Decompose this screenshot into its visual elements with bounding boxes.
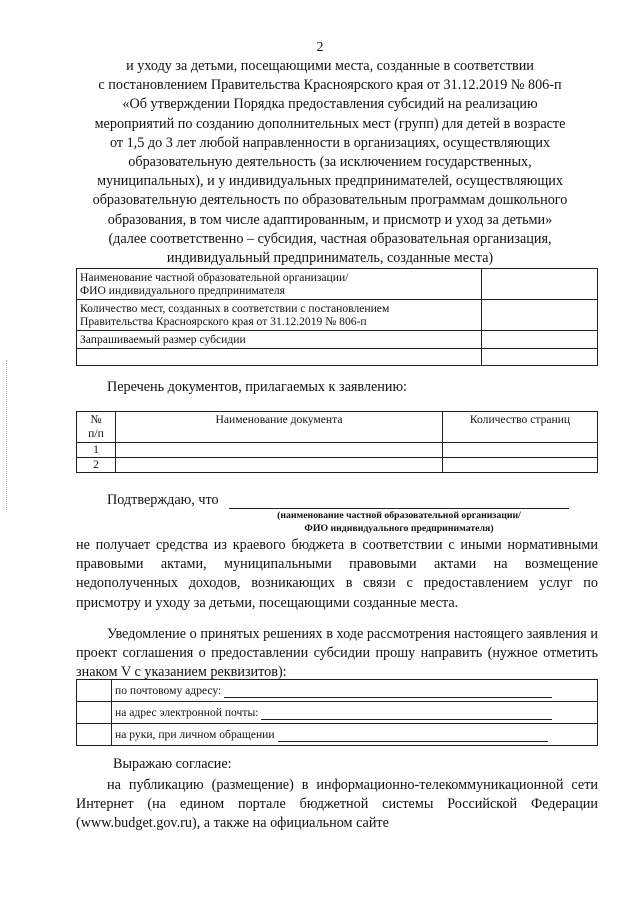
intro-line: муниципальных), и у индивидуальных предпринимателей, осуществляющих	[97, 173, 563, 190]
caption-line: (наименование частной образовательной организации/	[277, 510, 521, 521]
table-row	[77, 349, 598, 366]
option-label: по почтовому адресу:	[115, 684, 222, 697]
intro-line: индивидуальный предприниматель, созданные места)	[166, 250, 494, 267]
table-row	[77, 269, 598, 300]
scan-edge-mark	[6, 360, 8, 510]
in-person-field[interactable]	[278, 730, 548, 742]
places-count-value[interactable]	[482, 300, 598, 331]
option-in-person	[112, 724, 598, 746]
intro-line: с постановлением Правительства Красноярского края от 31.12.2019 № 806-п	[98, 77, 562, 94]
subsidy-amount-label	[77, 331, 482, 349]
applicant-info-table	[76, 268, 598, 366]
header-line: п/п	[88, 427, 104, 440]
option-email	[112, 702, 598, 724]
paragraph-consent: на публикацию (размещение) в информационно-телекоммуникационной сети Интернет (на едином портале бюджетной системы Российской Федерации (www.budget.gov.ru), а также на официальном сайте	[76, 777, 598, 832]
header-line: №	[90, 413, 102, 426]
doc-list-title: Перечень документов, прилагаемых к заявлению:	[107, 379, 408, 395]
intro-line: образовательную деятельность по образовательным программам дошкольного	[92, 192, 568, 209]
caption-line: ФИО индивидуального предпринимателя)	[304, 523, 494, 534]
documents-table	[76, 411, 598, 473]
col-name-header: Наименование документа	[116, 412, 443, 443]
intro-line: (далее соответственно – субсидия, частная образовательная организация,	[108, 230, 552, 247]
confirm-field-caption	[229, 509, 569, 535]
page-number: 2	[316, 40, 324, 55]
table-row	[77, 458, 598, 473]
label-line: Запрашиваемый размер субсидии	[80, 333, 246, 346]
paragraph-no-funding: не получает средства из краевого бюджета в соответствии с иными нормативными правовыми актами, муниципальными правовыми актами на возмещение недополученных доходов, возникающих в связи с предоставлением услуг по присмотру и уходу за детьми, посещающими созданные места.	[76, 537, 598, 611]
intro-line: «Об утверждении Порядка предоставления субсидий на реализацию	[122, 96, 538, 113]
empty-value[interactable]	[482, 349, 598, 366]
postal-address-field[interactable]	[224, 686, 552, 698]
doc-pages-cell[interactable]	[443, 458, 598, 473]
delivery-options-table	[76, 679, 598, 746]
table-row	[77, 300, 598, 331]
doc-name-cell[interactable]	[116, 458, 443, 473]
delivery-option	[77, 724, 598, 746]
checkbox-postal[interactable]	[77, 680, 112, 702]
label-line: Наименование частной образовательной организации/	[80, 271, 349, 284]
intro-line: от 1,5 до 3 лет любой направленности в организациях, осуществляющих	[109, 134, 551, 151]
row-num: 2	[77, 458, 116, 473]
doc-pages-cell[interactable]	[443, 443, 598, 458]
consent-title: Выражаю согласие:	[113, 756, 232, 772]
option-postal	[112, 680, 598, 702]
places-count-label	[77, 300, 482, 331]
option-label: на адрес электронной почты:	[115, 706, 259, 719]
label-line: Количество мест, созданных в соответствии с постановлением	[80, 302, 390, 315]
label-line: ФИО индивидуального предпринимателя	[80, 284, 285, 297]
intro-line: образовательную деятельность (за исключением государственных,	[128, 154, 532, 171]
delivery-option	[77, 702, 598, 724]
intro-line: мероприятий по созданию дополнительных мест (групп) для детей в возрасте	[94, 115, 566, 132]
table-header-row	[77, 412, 598, 443]
label-line: Правительства Красноярского края от 31.12.2019 № 806-п	[80, 315, 367, 328]
confirm-prefix: Подтверждаю, что	[107, 492, 219, 508]
table-row	[77, 443, 598, 458]
paragraph-notification: Уведомление о принятых решениях в ходе рассмотрения настоящего заявления и проект соглашения о предоставлении субсидии прошу направить (нужное отметить знаком V с указанием реквизитов):	[76, 626, 598, 681]
checkbox-in-person[interactable]	[77, 724, 112, 746]
col-pages-header: Количество страниц	[443, 412, 598, 443]
email-field[interactable]	[261, 708, 552, 720]
subsidy-amount-value[interactable]	[482, 331, 598, 349]
table-row	[77, 331, 598, 349]
option-label: на руки, при личном обращении	[115, 728, 275, 741]
intro-line: и уходу за детьми, посещающими места, созданные в соответствии	[126, 58, 534, 74]
empty-label	[77, 349, 482, 366]
col-num-header	[77, 412, 116, 443]
org-name-label	[77, 269, 482, 300]
doc-name-cell[interactable]	[116, 443, 443, 458]
row-num: 1	[77, 443, 116, 458]
checkbox-email[interactable]	[77, 702, 112, 724]
intro-text	[60, 57, 600, 268]
intro-line: образования, в том числе адаптированным, и присмотр и уход за детьми»	[107, 211, 553, 228]
delivery-option	[77, 680, 598, 702]
org-name-value[interactable]	[482, 269, 598, 300]
